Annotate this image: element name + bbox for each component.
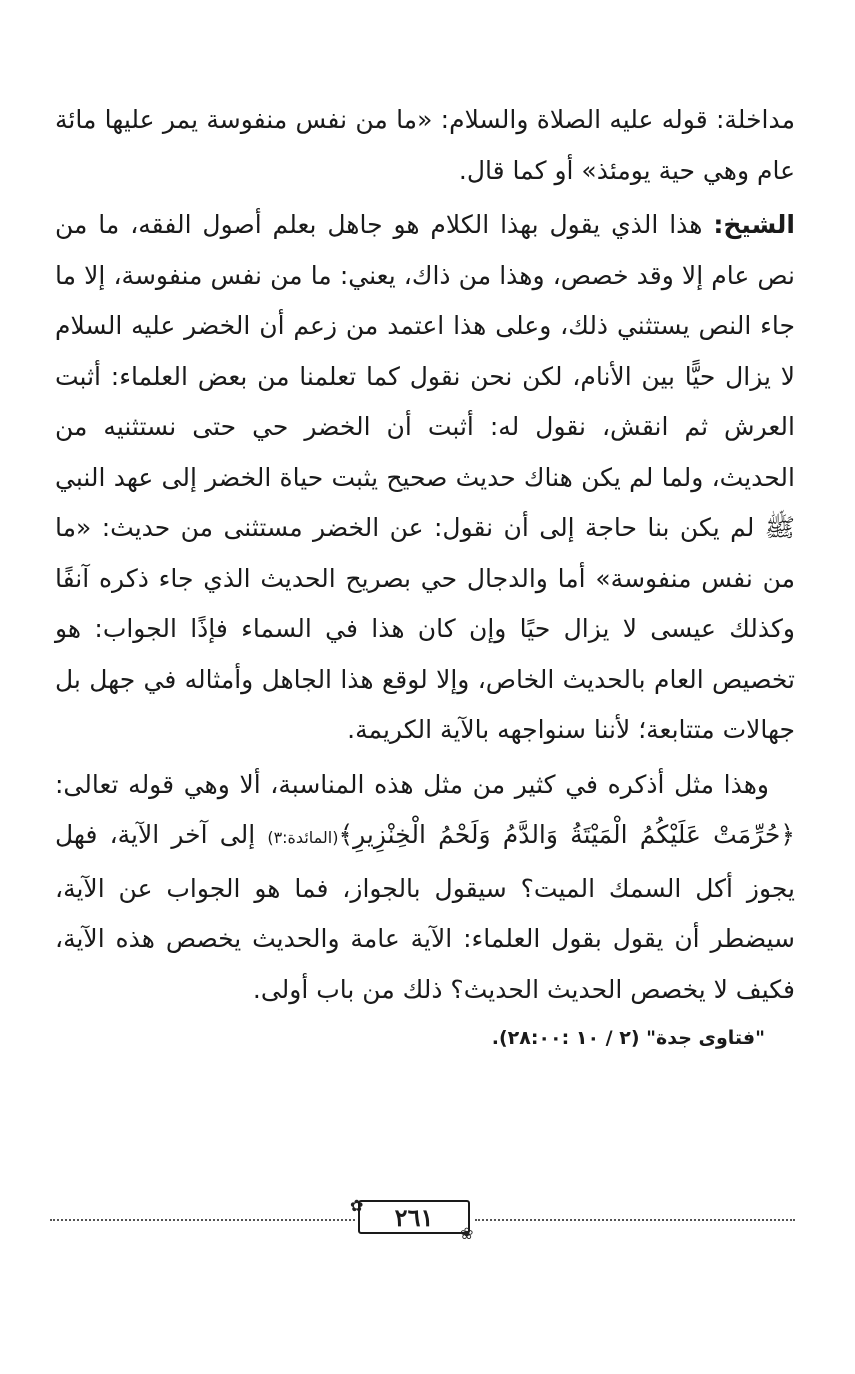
paragraph-1-text: مداخلة: قوله عليه الصلاة والسلام: «ما من نفس منفوسة يمر عليها مائة عام وهي حية يومئذ» أو كما قال. [55, 105, 795, 185]
quran-verse: ﴿حُرِّمَتْ عَلَيْكُمُ الْمَيْتَةُ وَالدَّمُ وَلَحْمُ الْخِنْزِيرِ﴾ [338, 820, 795, 849]
verse-reference: (المائدة:٣) [267, 828, 339, 847]
paragraph-2-text: هذا الذي يقول بهذا الكلام هو جاهل بعلم أصول الفقه، ما من نص عام إلا وقد خصص، وهذا من ذاك، يعني: ما من نفس منفوسة، إلا ما جاء النص يستثني ذلك، وعلى هذا اعتمد من زعم أن الخضر عليه السلام لا يزال حيًّا بين الأنام، لكن نحن نقول كما تعلمنا من بعض العلماء: أثبت العرش ثم انقش، نقول له: أثبت أن الخضر حي حتى نستثنيه من الحديث، ولما لم يكن هناك حديث صحيح يثبت حياة الخضر إلى عهد النبي ﷺ لم يكن بنا حاجة إلى أن نقول: عن الخضر مستثنى من حديث: «ما من نفس منفوسة» أما والدجال حي بصريح الحديث الذي جاء ذكره آنفًا وكذلك عيسى لا يزال حيًا وإن كان هذا في السماء فإذًا الجواب: هو تخصيص العام بالحديث الخاص، وإلا لوقع هذا الجاهل وأمثاله في جهل بل جهالات متتابعة؛ لأننا سنواجهه بالآية الكريمة. [55, 210, 795, 744]
paragraph-intervention [55, 95, 795, 196]
footer-rule-right [475, 1219, 795, 1221]
paragraph-3-after-verse: إلى آخر الآية، فهل يجوز أكل السمك الميت؟ سيقول بالجواز، فما هو الجواب عن الآية، سيضطر أن يقول بقول العلماء: الآية عامة والحديث يخصص هذه الآية، فكيف لا يخصص الحديث الحديث؟ ذلك من باب أولى. [55, 820, 795, 1004]
paragraph-example [55, 760, 795, 1016]
flourish-ornament-icon: ✿ [350, 1196, 364, 1215]
page-number: ٢٦١ [394, 1202, 434, 1232]
paragraph-3-before-verse: وهذا مثل أذكره في كثير من مثل هذه المناسبة، ألا وهي قوله تعالى: [55, 769, 769, 799]
flourish-ornament-icon: ❀ [460, 1224, 474, 1243]
speaker-label: الشيخ: [713, 210, 795, 239]
page-number-frame [358, 1200, 470, 1234]
footer-rule-left [50, 1219, 355, 1221]
source-citation: "فتاوى جدة" (٢ / ١٠ :٢٨:٠٠). [491, 1027, 765, 1049]
paragraph-sheikh-answer [55, 200, 795, 756]
page-footer [50, 1196, 795, 1246]
page-body [55, 95, 795, 1053]
